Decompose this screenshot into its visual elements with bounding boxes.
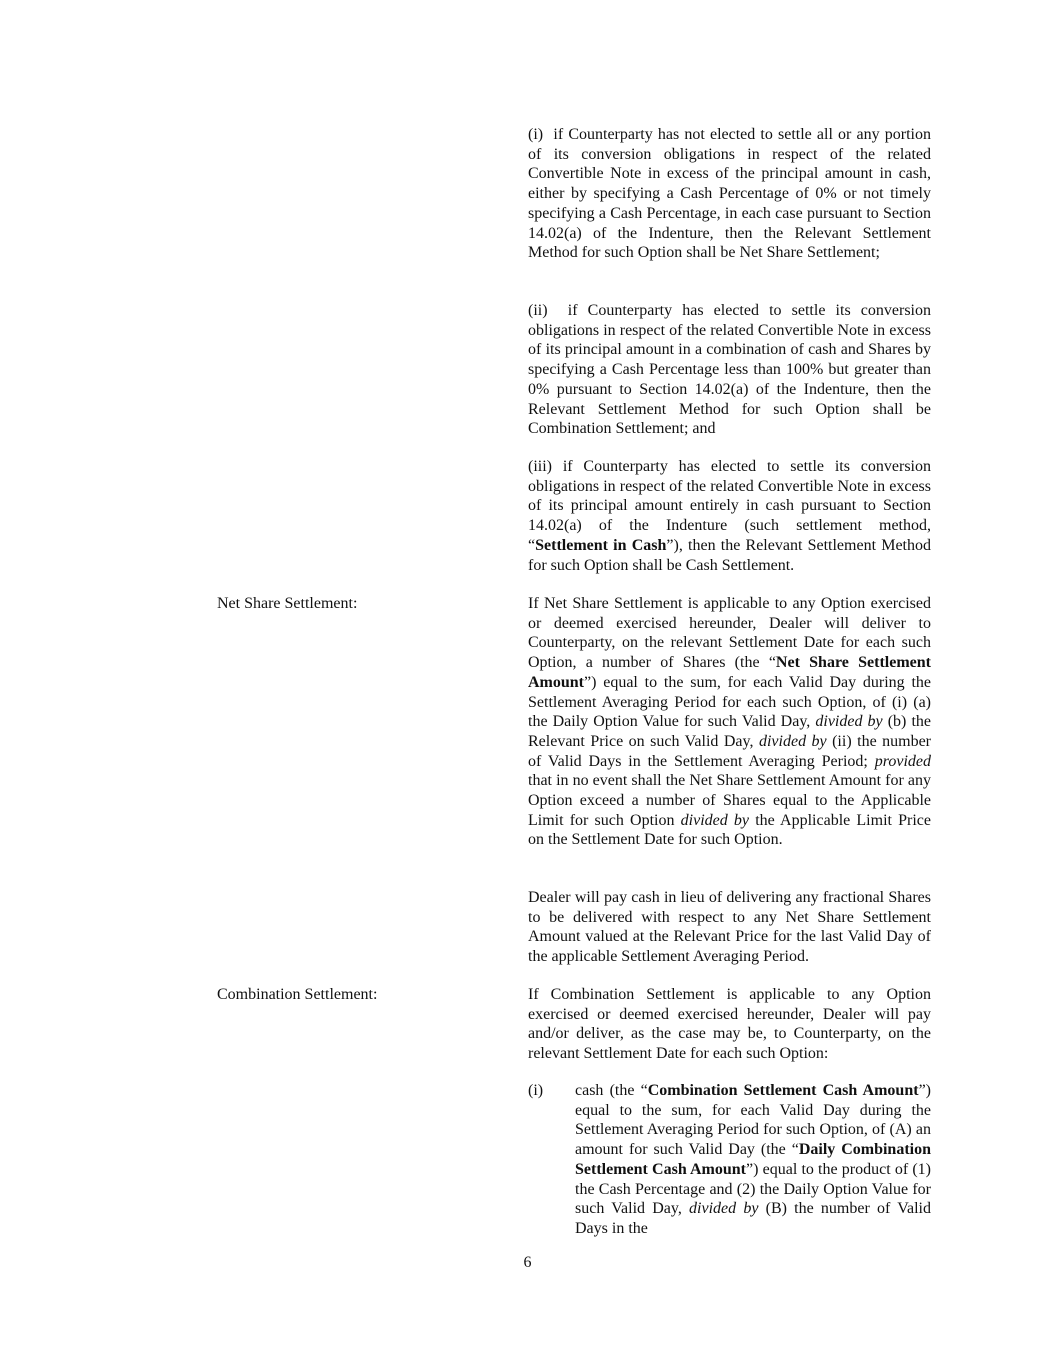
clause-iii-cash-election: (iii) if Counterparty has elected to settle its conversion obligations in respect of the related Convertible Note in excess of its principal amount entirely in cash pursuant to Section 14.02(a) of the Indenture (such settlement method, “Settlement in Cash”), then the Relevant Settlement Method for such Option shall be Cash Settlement. xyxy=(528,458,932,574)
clause-i-no-cash-election: (i) if Counterparty has not elected to settle all or any portion of its conversion obligations in respect of the related Convertible Note in excess of the principal amount in cash, either by specifying a Cash Percentage of 0% or not timely specifying a Cash Percentage, in each case pursuant to Section 14.02(a) of the Indenture, then the Relevant Settlement Method for such Option shall be Net Share Settlement; xyxy=(528,126,931,262)
defined-term: Daily Combination Settlement Cash Amount xyxy=(575,1141,932,1178)
combination-settlement-label: Combination Settlement: xyxy=(217,986,378,1003)
page-number: 6 xyxy=(523,1254,532,1271)
clause-ii-combination-election: (ii) if Counterparty has elected to settle its conversion obligations in respect of the related Convertible Note in excess of its principal amount in a combination of cash and Shares by specifying a Cash Percentage less than 100% but greater than 0% pursuant to Section 14.02(a) of the Indenture, then the Relevant Settlement Method for such Option shall be Combination Settlement; and xyxy=(528,302,931,438)
defined-term: Settlement in Cash xyxy=(535,536,667,554)
combination-item-i-text: cash (the “Combination Settlement Cash Amount”) equal to the sum, for each Valid Day during the Settlement Averaging Period for such Option, of (A) an amount for such Valid Day (the “Daily Combination Settlement Cash Amount”) equal to the product of (1) the Cash Percentage and (2) the Daily Option Value for such Valid Day, divided by (B) the number of Valid Days in the xyxy=(575,1082,932,1237)
net-share-settlement-label: Net Share Settlement: xyxy=(217,595,358,612)
enum-marker: (i) xyxy=(528,1082,544,1099)
defined-term: Net Share Settlement Amount xyxy=(528,654,931,691)
fractional-shares-text: Dealer will pay cash in lieu of delivering any fractional Shares to be delivered with respect to any Net Share Settlement Amount valued at the Relevant Price for the last Valid Day of the applicable Settlement Averaging Period. xyxy=(528,889,931,966)
combination-settlement-intro: If Combination Settlement is applicable to any Option exercised or deemed exercised hereunder, Dealer will pay and/or deliver, as the case may be, to Counterparty, on the relevant Settlement Date for each such Option: xyxy=(528,986,931,1063)
defined-term: Combination Settlement Cash Amount xyxy=(647,1082,919,1099)
net-share-settlement-text: If Net Share Settlement is applicable to any Option exercised or deemed exercised hereunder, Dealer will deliver to Counterparty, on the relevant Settlement Date for each such Option, a number of Shares (the “Net Share Settlement Amount”) equal to the sum, for each Valid Day during the Settlement Averaging Period for each such Option, of (i) (a) the Daily Option Value for such Valid Day, divided by (b) the Relevant Price on such Valid Day, divided by (ii) the number of Valid Days in the Settlement Averaging Period; provided that in no event shall the Net Share Settlement Amount for any Option exceed a number of Shares equal to the Applicable Limit for such Option divided by the Applicable Limit Price on the Settlement Date for such Option. xyxy=(528,595,932,849)
